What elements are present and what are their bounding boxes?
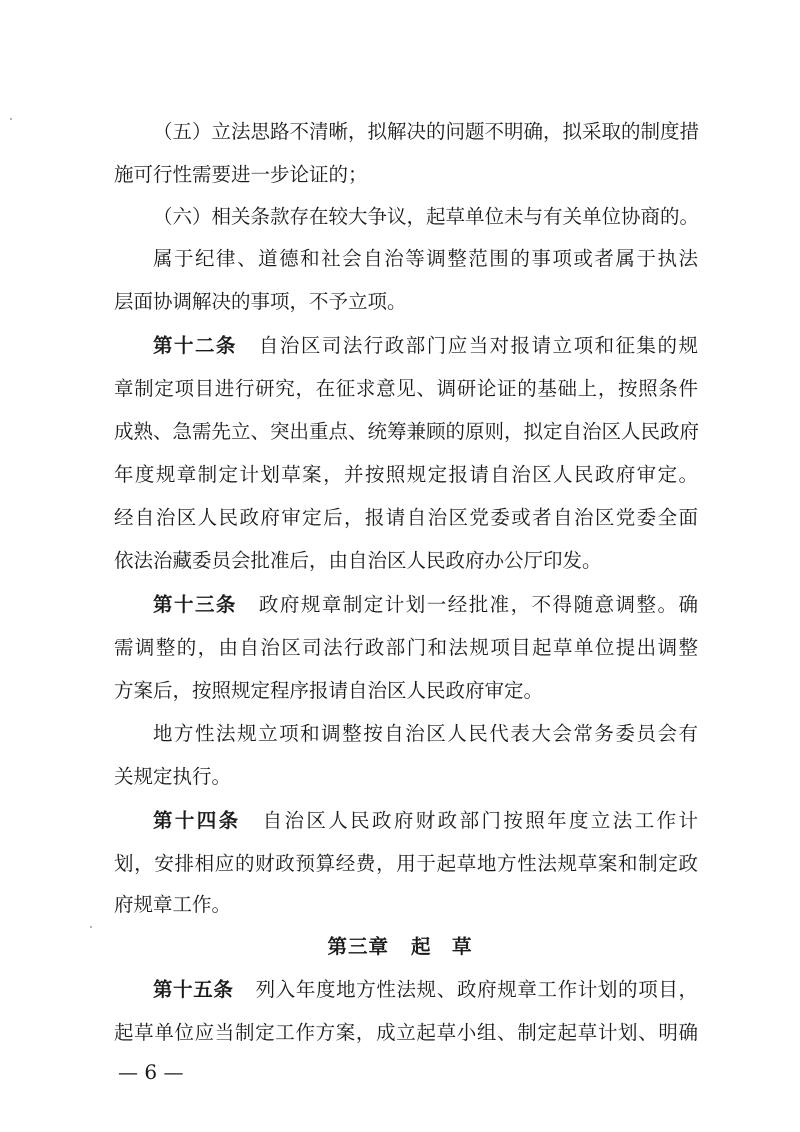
article-13-text: 政府规章制定计划一经批准，不得随意调整。确 <box>258 593 698 616</box>
article-12-line-5: 经自治区人民政府审定后，报请自治区党委或者自治区党委全面 <box>114 506 698 529</box>
paragraph-local-regulation-line-1: 地方性法规立项和调整按自治区人民代表大会常务委员会有 <box>153 722 698 745</box>
article-15-line-2: 起草单位应当制定工作方案，成立起草小组、制定起草计划、明确 <box>114 1021 698 1044</box>
scan-speck <box>10 118 12 120</box>
paragraph-item-5-line-2: 施可行性需要进一步论证的； <box>114 163 368 186</box>
paragraph-item-6-line-1: （六）相关条款存在较大争议，起草单位未与有关单位协商的。 <box>153 205 700 228</box>
article-14-line-1 <box>153 805 698 837</box>
article-12-line-3: 成熟、急需先立、突出重点、统筹兼顾的原则，拟定自治区人民政府 <box>114 420 700 443</box>
paragraph-item-5-line-1: （五）立法思路不清晰，拟解决的问题不明确，拟采取的制度措 <box>153 120 700 143</box>
article-14-heading: 第十四条 <box>153 809 241 832</box>
paragraph-local-regulation-line-2: 关规定执行。 <box>114 765 232 788</box>
paragraph-exclusion-line-2: 层面协调解决的事项，不予立项。 <box>114 290 407 313</box>
article-15-text: 列入年度地方性法规、政府规章工作计划的项目， <box>255 978 698 1001</box>
article-12-heading: 第十二条 <box>153 334 237 357</box>
article-14-text: 自治区人民政府财政部门按照年度立法工作计 <box>262 809 698 832</box>
article-14-line-3: 府规章工作。 <box>114 893 232 916</box>
article-13-heading: 第十三条 <box>153 593 237 616</box>
scan-speck <box>90 926 92 928</box>
chapter-title: 起 草 <box>411 935 473 958</box>
paragraph-exclusion-line-1: 属于纪律、道德和社会自治等调整范围的事项或者属于执法 <box>153 247 698 270</box>
article-13-line-1 <box>153 589 698 621</box>
article-12-line-1 <box>153 330 698 362</box>
article-13-line-2: 需调整的，由自治区司法行政部门和法规项目起草单位提出调整 <box>114 636 698 659</box>
article-14-line-2: 划，安排相应的财政预算经费，用于起草地方性法规草案和制定政 <box>114 852 698 875</box>
chapter-heading <box>0 931 800 963</box>
article-13-line-3: 方案后，按照规定程序报请自治区人民政府审定。 <box>114 679 544 702</box>
article-12-text: 自治区司法行政部门应当对报请立项和征集的规 <box>258 334 698 357</box>
article-12-line-2: 章制定项目进行研究，在征求意见、调研论证的基础上，按照条件 <box>114 377 698 400</box>
page-number: — 6 — <box>118 1060 184 1084</box>
article-12-line-4: 年度规章制定计划草案，并按照规定报请自治区人民政府审定。 <box>114 463 698 486</box>
article-12-line-6: 依法治藏委员会批准后，由自治区人民政府办公厅印发。 <box>114 549 602 572</box>
article-15-heading: 第十五条 <box>153 978 234 1001</box>
chapter-number: 第三章 <box>327 935 389 958</box>
article-15-line-1 <box>153 974 698 1006</box>
